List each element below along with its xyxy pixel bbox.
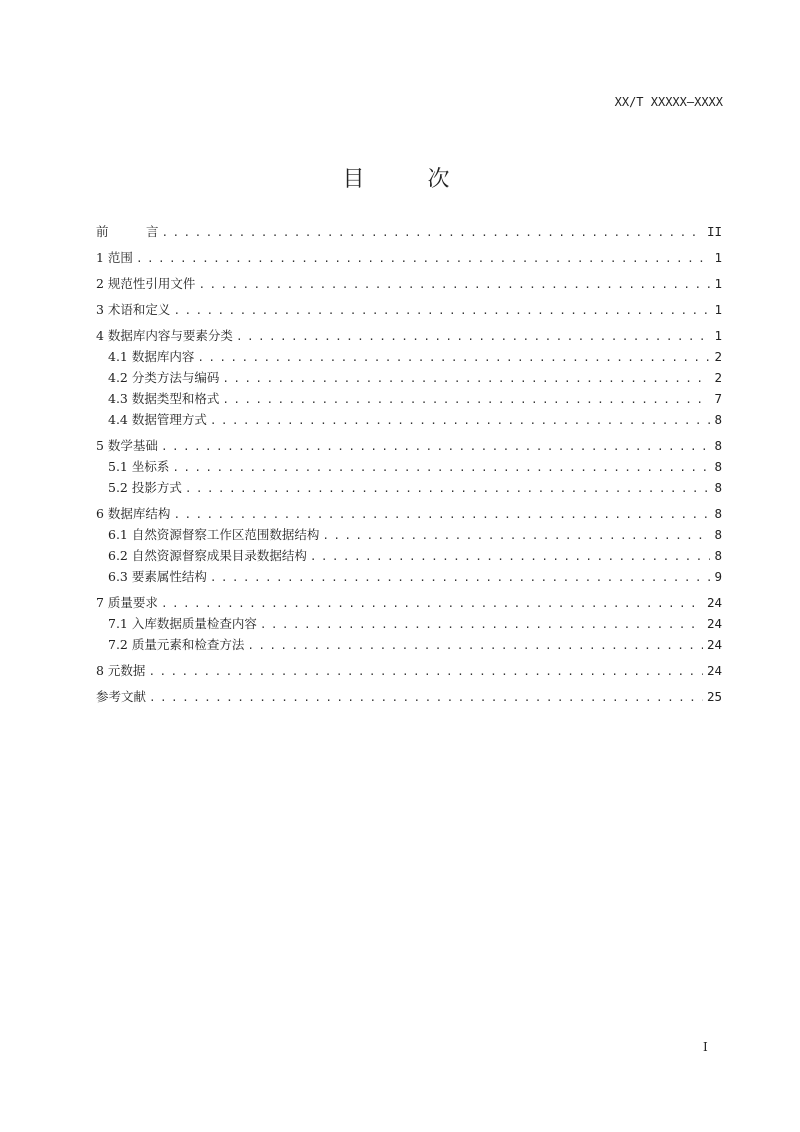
- toc-entry-label: 7.2 质量元素和检查方法: [108, 637, 245, 652]
- toc-entry-page: II: [706, 224, 722, 239]
- toc-entry-label: 6.3 要素属性结构: [108, 569, 207, 584]
- toc-entry-page: 1: [714, 302, 722, 317]
- toc-entry[interactable]: [96, 325, 722, 346]
- dot-leader: [161, 593, 703, 614]
- toc-entry[interactable]: [96, 388, 722, 409]
- toc-entry[interactable]: [96, 247, 722, 268]
- toc-entry-page: 8: [714, 480, 722, 495]
- toc-entry-label: 参考文献: [96, 689, 147, 704]
- toc-entry-page: 8: [714, 438, 722, 453]
- toc-entry-page: 2: [714, 349, 722, 364]
- toc-entry-page: 8: [714, 459, 722, 474]
- table-of-contents: [96, 221, 722, 707]
- toc-entry[interactable]: [96, 367, 722, 388]
- dot-leader: [148, 661, 703, 682]
- toc-entry-label: 3 术语和定义: [96, 302, 171, 317]
- toc-entry-page: 24: [706, 616, 722, 631]
- toc-entry-page: 9: [714, 569, 722, 584]
- toc-entry-page: 2: [714, 370, 722, 385]
- toc-entry-label: 6.2 自然资源督察成果目录数据结构: [108, 548, 307, 563]
- toc-entry-label: 5.2 投影方式: [108, 480, 182, 495]
- page-number-footer: I: [703, 1040, 708, 1054]
- toc-entry[interactable]: [96, 634, 722, 655]
- toc-entry[interactable]: [96, 592, 722, 613]
- dot-leader: [322, 525, 710, 546]
- toc-entry[interactable]: [96, 503, 722, 524]
- toc-entry[interactable]: [96, 273, 722, 294]
- dot-leader: [210, 567, 711, 588]
- dot-leader: [161, 436, 711, 457]
- toc-entry-label: 7.1 入库数据质量检查内容: [108, 616, 257, 631]
- toc-entry[interactable]: [96, 524, 722, 545]
- toc-entry-page: 7: [714, 391, 722, 406]
- toc-entry-label: 8 元数据: [96, 663, 146, 678]
- dot-leader: [173, 504, 710, 525]
- dot-leader: [210, 410, 711, 431]
- toc-entry[interactable]: [96, 409, 722, 430]
- toc-entry-label: 5.1 坐标系: [108, 459, 170, 474]
- dot-leader: [198, 274, 710, 295]
- toc-entry[interactable]: [96, 299, 722, 320]
- toc-entry-page: 1: [714, 328, 722, 343]
- toc-entry-label: 4.2 分类方法与编码: [108, 370, 220, 385]
- toc-entry-label: 前 言: [96, 224, 159, 239]
- toc-entry-page: 8: [714, 548, 722, 563]
- toc-entry[interactable]: [96, 566, 722, 587]
- toc-entry-label: 4.1 数据库内容: [108, 349, 195, 364]
- toc-entry[interactable]: [96, 477, 722, 498]
- toc-entry-label: 6.1 自然资源督察工作区范围数据结构: [108, 527, 320, 542]
- dot-leader: [222, 389, 710, 410]
- toc-entry-page: 8: [714, 527, 722, 542]
- dot-leader: [260, 614, 703, 635]
- toc-entry-page: 8: [714, 506, 722, 521]
- dot-leader: [310, 546, 711, 567]
- toc-entry-label: 5 数学基础: [96, 438, 158, 453]
- toc-entry-label: 2 规范性引用文件: [96, 276, 196, 291]
- toc-entry-page: 24: [706, 637, 722, 652]
- toc-entry-page: 25: [706, 689, 722, 704]
- toc-entry-label: 4.4 数据管理方式: [108, 412, 207, 427]
- toc-entry-label: 7 质量要求: [96, 595, 158, 610]
- dot-leader: [149, 687, 703, 708]
- toc-entry-label: 4.3 数据类型和格式: [108, 391, 220, 406]
- toc-entry[interactable]: [96, 346, 722, 367]
- dot-leader: [136, 248, 711, 269]
- toc-entry[interactable]: [96, 613, 722, 634]
- dot-leader: [247, 635, 703, 656]
- toc-entry-page: 1: [714, 250, 722, 265]
- dot-leader: [172, 457, 710, 478]
- dot-leader: [236, 326, 711, 347]
- document-code-header: XX/T XXXXX—XXXX: [614, 95, 723, 109]
- toc-entry[interactable]: [96, 545, 722, 566]
- toc-entry-page: 8: [714, 412, 722, 427]
- toc-entry[interactable]: [96, 686, 722, 707]
- toc-entry[interactable]: [96, 660, 722, 681]
- toc-entry-page: 24: [706, 595, 722, 610]
- toc-entry-label: 4 数据库内容与要素分类: [96, 328, 233, 343]
- toc-entry[interactable]: [96, 456, 722, 477]
- dot-leader: [162, 222, 703, 243]
- toc-entry[interactable]: [96, 221, 722, 242]
- toc-entry[interactable]: [96, 435, 722, 456]
- dot-leader: [222, 368, 710, 389]
- toc-entry-label: 1 范围: [96, 250, 133, 265]
- dot-leader: [173, 300, 710, 321]
- dot-leader: [185, 478, 711, 499]
- toc-title: 目 次: [342, 167, 478, 192]
- toc-entry-page: 24: [706, 663, 722, 678]
- toc-entry-label: 6 数据库结构: [96, 506, 171, 521]
- dot-leader: [197, 347, 710, 368]
- toc-entry-page: 1: [714, 276, 722, 291]
